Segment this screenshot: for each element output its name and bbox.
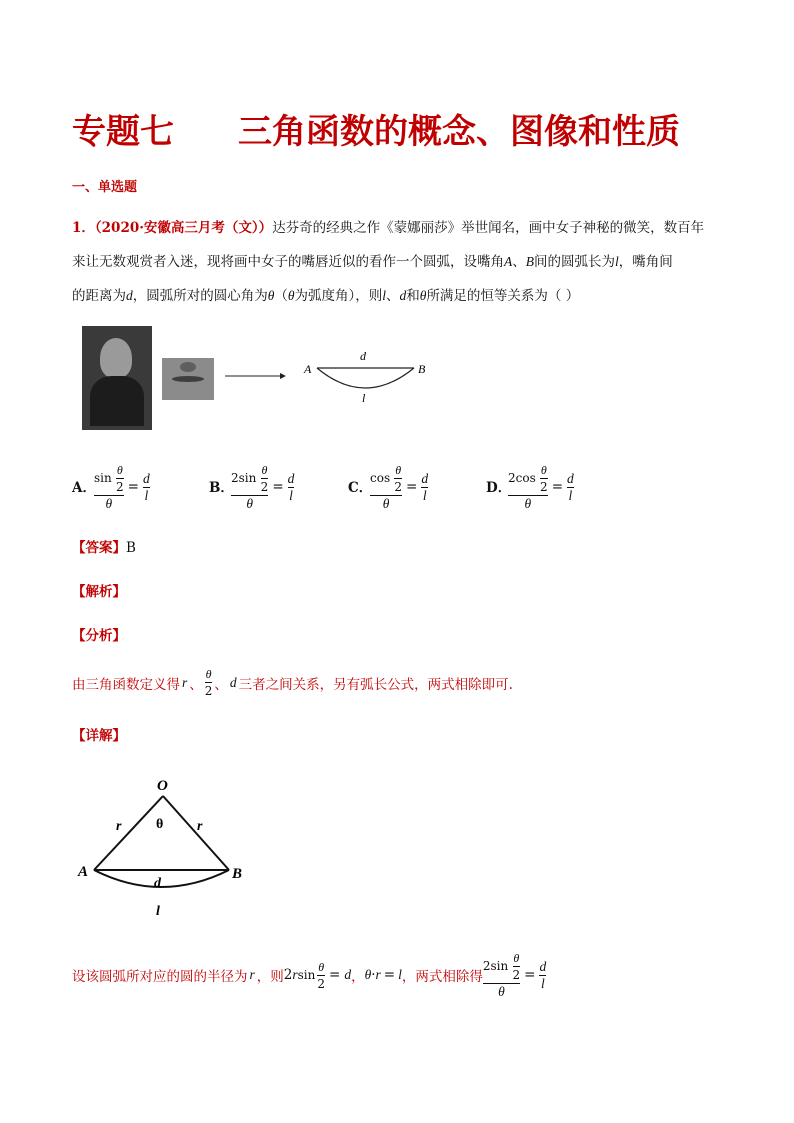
label-r-left: r	[116, 819, 122, 834]
label-o: O	[157, 778, 168, 794]
solution-text-d: ，两式相除得	[401, 969, 483, 985]
rhs-den: l	[289, 487, 293, 503]
denominator: θ	[524, 496, 532, 511]
option-c-label: C．	[348, 480, 373, 496]
xiangjie-tag: 【详解】	[72, 728, 126, 744]
rhs-fraction	[567, 471, 574, 504]
formula-result	[483, 950, 546, 1000]
analysis-text-a: 由三角函数定义得	[72, 676, 180, 693]
option-b-formula	[231, 460, 294, 514]
answer-tag: 【答案】	[72, 540, 126, 556]
question-text-3d: 为弧度角），则	[294, 288, 383, 304]
solution-text-a: 设该圆弧所对应的圆的半径为	[72, 969, 248, 985]
rhs-num: d	[567, 470, 574, 486]
arc-label-a: A	[304, 362, 312, 376]
trig-func: sin	[490, 959, 509, 973]
coefficient: 2	[482, 959, 491, 973]
var-r: r	[249, 967, 255, 982]
analysis-text-d: 三者之间关系，另有弧长公式，两式相除即可.	[238, 676, 513, 693]
question-line-3	[72, 279, 722, 313]
trig-func: sin	[94, 471, 112, 485]
trig-func: sin	[238, 471, 257, 485]
analysis-text-c: 、	[214, 676, 228, 693]
dot-sign: ·	[371, 967, 376, 983]
rhs-fraction	[288, 471, 295, 504]
inner-fraction	[540, 462, 548, 495]
label-theta: θ	[156, 817, 164, 832]
label-l: l	[156, 904, 160, 919]
inner-num: θ	[261, 463, 268, 477]
option-d-formula	[508, 460, 574, 514]
label-a: A	[78, 864, 89, 880]
inner-fraction	[513, 950, 521, 983]
trig-func: cos	[515, 471, 536, 485]
arc-label-l: l	[362, 391, 366, 405]
var-b: B	[525, 254, 534, 269]
denominator: θ	[498, 984, 505, 999]
analysis-text-b: 、	[189, 676, 203, 693]
theta-over-2	[205, 666, 213, 699]
var-d-2: d	[399, 288, 407, 303]
equals-sign: =	[127, 479, 139, 495]
var-l: l	[615, 254, 619, 269]
arc-label-d: d	[360, 349, 366, 363]
denominator: θ	[382, 496, 390, 511]
denominator: θ	[246, 496, 253, 511]
numerator	[370, 462, 402, 495]
equals-sign-2: =	[383, 967, 396, 983]
numerator	[483, 950, 520, 983]
equals-sign: =	[272, 479, 284, 495]
analysis-text	[72, 666, 513, 699]
question-line-2	[72, 245, 722, 279]
equals-sign-3: =	[524, 967, 536, 983]
inner-num: θ	[395, 463, 402, 477]
solution-text-b: ，则	[256, 969, 284, 985]
question-text-2b: 、	[512, 254, 526, 270]
jiexi-tag: 【解析】	[72, 584, 126, 600]
equals-sign: =	[406, 479, 418, 495]
inner-den: 2	[260, 480, 269, 494]
var-theta: θ	[267, 288, 275, 303]
rhs-den: l	[422, 487, 427, 503]
arc-ab	[94, 870, 229, 887]
arc-label-b: B	[418, 362, 426, 376]
rhs-fraction	[539, 959, 546, 992]
rhs-den: l	[144, 487, 149, 503]
question-text-2a: 来让无数观赏者入迷，现将画中女子的嘴唇近似的看作一个圆弧，设嘴角	[72, 254, 504, 270]
outer-fraction	[483, 950, 520, 1000]
rhs-den: l	[540, 975, 545, 991]
question-number: 1．	[72, 220, 95, 236]
question-text-3g: 所满足的恒等关系为（ ）	[426, 288, 580, 304]
rhs-num: d	[287, 470, 295, 486]
title-topic-number: 专题七	[72, 112, 174, 152]
outer-fraction	[370, 462, 402, 512]
frac-num: θ	[205, 667, 212, 681]
rhs-fraction	[421, 471, 428, 504]
label-b: B	[232, 866, 243, 882]
question-text-3e: 、	[386, 288, 400, 304]
question-text-3b: ，圆弧所对的圆心角为	[132, 288, 268, 304]
inner-den: 2	[116, 480, 124, 494]
option-d-label: D．	[486, 480, 512, 496]
section-heading: 一、单选题	[72, 180, 138, 195]
formula-arc	[365, 967, 402, 983]
var-l-2: l	[382, 288, 387, 303]
rhs-num: d	[539, 958, 547, 974]
inner-den: 2	[512, 968, 521, 982]
var-d: d	[126, 288, 133, 303]
var-theta-3: θ	[419, 288, 427, 303]
radius-ob	[163, 796, 229, 870]
denominator: θ	[105, 496, 113, 511]
question-text-2d: ，嘴角间	[618, 254, 673, 270]
inner-num: θ	[116, 463, 123, 477]
option-a-label: A．	[72, 480, 96, 496]
var-r-2: r	[292, 967, 298, 982]
rhs-num: d	[421, 470, 429, 486]
frac-num: θ	[318, 959, 325, 974]
numerator	[231, 462, 268, 495]
option-b-label: B．	[209, 480, 234, 496]
label-r-right: r	[197, 819, 203, 834]
frac-den: 2	[204, 684, 213, 698]
answer-options	[72, 460, 722, 514]
inner-fraction	[116, 462, 124, 495]
inner-fraction	[394, 462, 402, 495]
solution-text	[72, 950, 546, 1000]
inner-den: 2	[394, 480, 403, 494]
inner-num: θ	[513, 951, 520, 965]
trig-func: cos	[370, 471, 391, 485]
mona-lisa-figure	[82, 326, 442, 434]
answer-line	[72, 536, 136, 556]
arrow-head-icon	[280, 373, 286, 379]
equals-sign: =	[551, 479, 563, 495]
inner-num: θ	[540, 463, 547, 477]
option-a-formula	[94, 460, 150, 514]
sin-func: sin	[297, 968, 316, 982]
question-text-1: 达芬奇的经典之作《蒙娜丽莎》举世闻名，画中女子神秘的微笑，数百年	[272, 220, 705, 236]
inner-den: 2	[540, 480, 548, 494]
arc-sketch	[82, 326, 442, 434]
var-r: r	[182, 674, 188, 690]
numerator	[94, 462, 124, 495]
var-theta-2: θ	[287, 288, 295, 303]
solution-text-c: ，	[351, 969, 365, 985]
question-source: （2020·安徽高三月考（文））	[94, 220, 273, 236]
formula-chord	[284, 959, 351, 992]
question-text-3c: （	[274, 288, 288, 304]
answer-value: B	[126, 540, 136, 556]
title-topic-name: 三角函数的概念、图像和性质	[238, 112, 680, 152]
outer-fraction	[231, 462, 268, 512]
rhs-num: d	[142, 470, 150, 486]
equals-sign: =	[329, 967, 341, 983]
radius-oa	[94, 796, 163, 870]
coefficient: 2	[508, 471, 516, 485]
var-a: A	[504, 254, 513, 269]
rhs-den: l	[568, 487, 573, 503]
question-text-3a: 的距离为	[72, 288, 126, 304]
frac-den: 2	[317, 976, 325, 991]
var-r-3: r	[375, 967, 381, 982]
question-line-1	[72, 211, 722, 245]
question-1	[72, 211, 722, 313]
question-text-3f: 和	[406, 288, 420, 304]
inner-fraction	[261, 462, 269, 495]
question-text-2c: 间的圆弧长为	[534, 254, 615, 270]
page-title	[72, 104, 752, 154]
outer-fraction	[94, 462, 124, 512]
theta-over-2	[317, 959, 325, 992]
var-d: d	[229, 674, 237, 690]
fenxi-tag: 【分析】	[72, 628, 126, 644]
coef-two: 2	[283, 967, 293, 983]
arc-curve	[317, 368, 414, 388]
coefficient: 2	[231, 471, 239, 485]
option-c-formula	[370, 460, 428, 514]
var-theta: θ	[364, 967, 372, 982]
numerator	[508, 462, 548, 495]
sector-diagram	[76, 774, 266, 920]
rhs-fraction	[143, 471, 150, 504]
label-d: d	[154, 876, 161, 891]
var-d: d	[344, 967, 352, 982]
outer-fraction	[508, 462, 548, 512]
var-l: l	[398, 967, 402, 982]
